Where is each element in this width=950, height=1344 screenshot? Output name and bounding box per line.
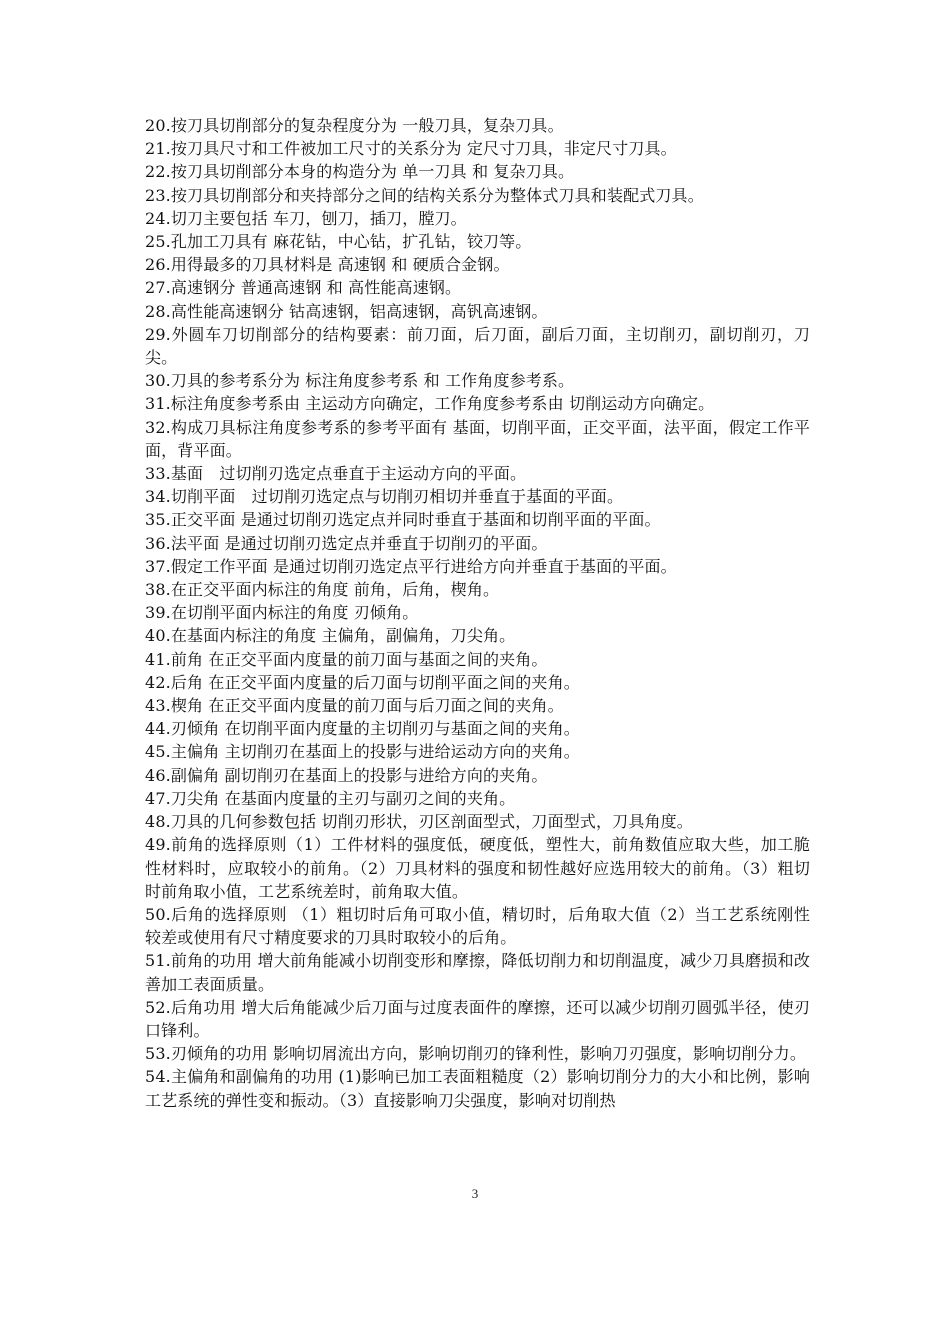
list-item: 37.假定工作平面 是通过切削刃选定点平行进给方向并垂直于基面的平面。 <box>145 556 677 576</box>
list-item: 45.主偏角 主切削刃在基面上的投影与进给运动方向的夹角。 <box>145 742 580 762</box>
list-item: 32.构成刀具标注角度参考系的参考平面有 基面，切削平面，正交平面，法平面，假定工作平面，背平面。 <box>145 417 810 460</box>
list-item: 47.刀尖角 在基面内度量的主刃与副刃之间的夹角。 <box>145 788 516 808</box>
list-item: 52.后角功用 增大后角能减少后刀面与过度表面件的摩擦，还可以减少切削刃圆弧半径，使刃口锋利。 <box>145 997 810 1040</box>
list-item: 20.按刀具切削部分的复杂程度分为 一般刀具，复杂刀具。 <box>145 116 564 135</box>
list-item: 44.刃倾角 在切削平面内度量的主切削刃与基面之间的夹角。 <box>145 719 580 739</box>
list-item: 39.在切削平面内标注的角度 刃倾角。 <box>145 603 419 623</box>
list-item: 46.副偏角 副切削刃在基面上的投影与进给方向的夹角。 <box>145 765 548 785</box>
list-item: 26.用得最多的刀具材料是 高速钢 和 硬质合金钢。 <box>145 255 510 275</box>
page-number: 3 <box>471 1186 479 1201</box>
list-item: 54.主偏角和副偏角的功用 (1)影响已加工表面粗糙度（2）影响切削分力的大小和比例，影响工艺系统的弹性变和振动。（3）直接影响刀尖强度，影响对切削热 <box>145 1067 810 1110</box>
list-item: 53.刃倾角的功用 影响切屑流出方向，影响切削刃的锋利性，影响刀刃强度，影响切削分力。 <box>145 1044 806 1064</box>
list-item: 48.刀具的几何参数包括 切削刃形状，刃区剖面型式，刀面型式，刀具角度。 <box>145 812 693 832</box>
list-item: 40.在基面内标注的角度 主偏角，副偏角，刀尖角。 <box>145 626 516 646</box>
list-item: 27.高速钢分 普通高速钢 和 高性能高速钢。 <box>145 278 462 298</box>
list-item: 22.按刀具切削部分本身的构造分为 单一刀具 和 复杂刀具。 <box>145 162 575 182</box>
list-item: 51.前角的功用 增大前角能减小切削变形和摩擦，降低切削力和切削温度，减少刀具磨损和改善加工表面质量。 <box>145 951 810 994</box>
list-item: 23.按刀具切削部分和夹持部分之间的结构关系分为整体式刀具和装配式刀具。 <box>145 185 704 205</box>
list-item: 24.切刀主要包括 车刀，刨刀，插刀，膛刀。 <box>145 208 467 228</box>
list-item: 21.按刀具尺寸和工件被加工尺寸的关系分为 定尺寸刀具，非定尺寸刀具。 <box>145 139 677 159</box>
list-item: 33.基面 过切削刃选定点垂直于主运动方向的平面。 <box>145 464 527 484</box>
list-item: 49.前角的选择原则（1）工件材料的强度低，硬度低，塑性大，前角数值应取大些，加工脆性材料时，应取较小的前角。（2）刀具材料的强度和韧性越好应选用较大的前角。（3）粗切时前角取小值，工艺系统差时，前角取大值。 <box>145 835 810 901</box>
list-item: 25.孔加工刀具有 麻花钻，中心钻，扩孔钻，铰刀等。 <box>145 232 532 252</box>
list-item: 43.楔角 在正交平面内度量的前刀面与后刀面之间的夹角。 <box>145 696 564 716</box>
list-item: 42.后角 在正交平面内度量的后刀面与切削平面之间的夹角。 <box>145 672 580 692</box>
list-item: 41.前角 在正交平面内度量的前刀面与基面之间的夹角。 <box>145 649 548 669</box>
list-item: 50.后角的选择原则 （1）粗切时后角可取小值，精切时，后角取大值（2）当工艺系统刚性较差或使用有尺寸精度要求的刀具时取较小的后角。 <box>145 904 810 948</box>
text-body <box>145 114 810 1112</box>
list-item: 30.刀具的参考系分为 标注角度参考系 和 工作角度参考系。 <box>145 371 575 391</box>
list-item: 38.在正交平面内标注的角度 前角，后角，楔角。 <box>145 580 500 600</box>
list-item: 35.正交平面 是通过切削刃选定点并同时垂直于基面和切削平面的平面。 <box>145 510 661 530</box>
list-item: 29.外圆车刀切削部分的结构要素：前刀面，后刀面，副后刀面，主切削刃，副切削刃，刀尖。 <box>145 324 810 368</box>
list-item: 34.切削平面 过切削刃选定点与切削刃相切并垂直于基面的平面。 <box>145 487 624 507</box>
list-item: 28.高性能高速钢分 钴高速钢，铝高速钢，高钒高速钢。 <box>145 301 548 321</box>
list-item: 36.法平面 是通过切削刃选定点并垂直于切削刃的平面。 <box>145 533 548 553</box>
list-item: 31.标注角度参考系由 主运动方向确定，工作角度参考系由 切削运动方向确定。 <box>145 394 715 414</box>
